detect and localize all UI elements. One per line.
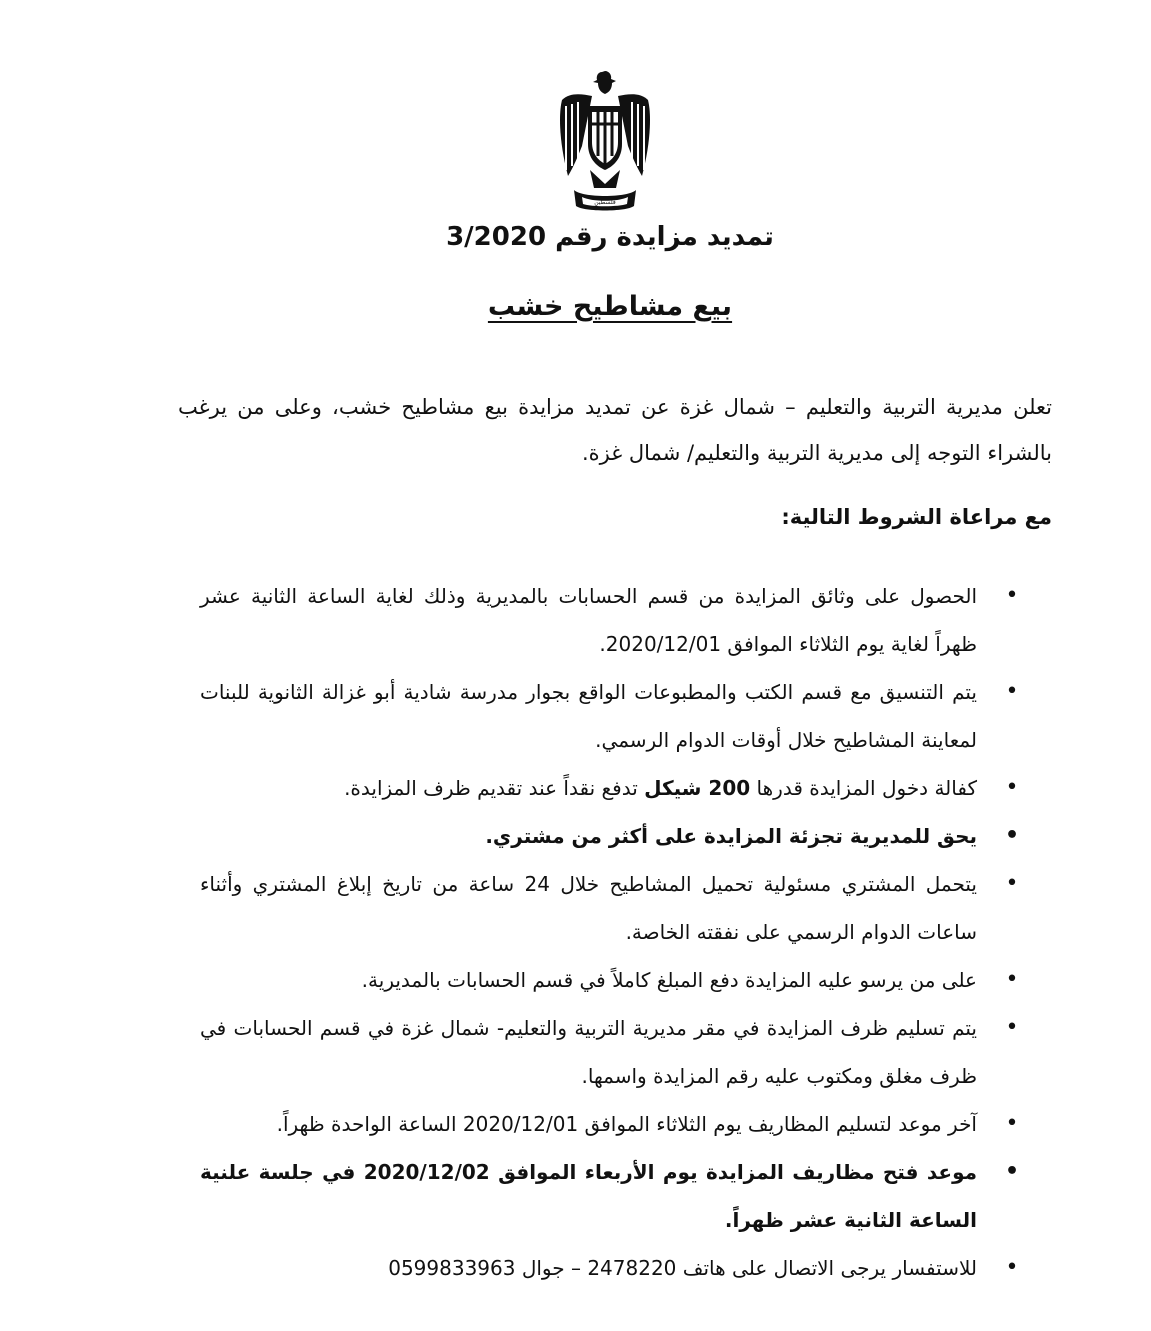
bullet-icon: •	[1005, 967, 1019, 992]
bullet-icon: •	[1005, 775, 1019, 800]
conditions-list	[200, 572, 1022, 1292]
conditions-heading: مع مراعاة الشروط التالية:	[781, 505, 1052, 529]
condition-text: للاستفسار يرجى الاتصال على هاتف 2478220 – جوال 0599833963	[388, 1256, 977, 1280]
bullet-icon: •	[1005, 679, 1019, 704]
document-subtitle-text: بيع مشاطيح خشب	[487, 291, 733, 322]
document-title: تمديد مزايدة رقم 3/2020	[446, 222, 774, 252]
condition-item	[200, 1100, 1022, 1148]
bullet-icon: •	[1005, 871, 1019, 896]
condition-text: يتم تسليم ظرف المزايدة في مقر مديرية التربية والتعليم- شمال غزة في قسم الحسابات في ظرف مغلق ومكتوب عليه رقم المزايدة واسمها.	[200, 1016, 977, 1088]
condition-item	[200, 1244, 1022, 1292]
condition-text: موعد فتح مظاريف المزايدة يوم الأربعاء الموافق 2020/12/02 في جلسة علنية الساعة الثانية عشر ظهراً.	[200, 1160, 978, 1232]
condition-text: الحصول على وثائق المزايدة من قسم الحسابات بالمديرية وذلك لغاية الساعة الثانية عشر ظهراً لغاية يوم الثلاثاء الموافق 2020/12/01.	[200, 584, 977, 656]
condition-text: يحق للمديرية تجزئة المزايدة على أكثر من مشتري.	[485, 824, 977, 848]
bullet-icon: •	[1005, 1015, 1019, 1040]
condition-text-end: تدفع نقداً عند تقديم ظرف المزايدة.	[344, 776, 645, 800]
condition-text: على من يرسو عليه المزايدة دفع المبلغ كاملاً في قسم الحسابات بالمديرية.	[361, 968, 977, 992]
bullet-icon: •	[1004, 1159, 1020, 1184]
announcement-intro: تعلن مديرية التربية والتعليم – شمال غزة عن تمديد مزايدة بيع مشاطيح خشب، وعلى من يرغب بالشراء التوجه إلى مديرية التربية والتعليم/ شمال غزة.	[178, 395, 1052, 465]
condition-item	[200, 956, 1022, 1004]
bullet-icon: •	[1005, 583, 1019, 608]
condition-item	[200, 1004, 1022, 1100]
condition-item	[200, 668, 1022, 764]
condition-item	[200, 572, 1022, 668]
condition-text: يتحمل المشتري مسئولية تحميل المشاطيح خلال 24 ساعة من تاريخ إبلاغ المشتري وأثناء ساعات الدوام الرسمي على نفقته الخاصة.	[200, 872, 977, 944]
guarantee-amount: 200 شيكل	[644, 776, 751, 800]
condition-item	[200, 860, 1022, 956]
palestine-eagle-emblem-icon	[552, 66, 658, 216]
document-subtitle	[400, 291, 820, 322]
emblem-scroll-text: فلسطين	[594, 199, 616, 206]
condition-item	[200, 764, 1022, 812]
bullet-icon: •	[1005, 1255, 1019, 1280]
condition-text: يتم التنسيق مع قسم الكتب والمطبوعات الواقع بجوار مدرسة شادية أبو غزالة الثانوية للبنات لمعاينة المشاطيح خلال أوقات الدوام الرسمي.	[200, 680, 977, 752]
bullet-icon: •	[1004, 823, 1020, 848]
condition-text-start: كفالة دخول المزايدة قدرها	[750, 776, 977, 800]
condition-item	[200, 812, 1022, 860]
condition-text: آخر موعد لتسليم المظاريف يوم الثلاثاء الموافق 2020/12/01 الساعة الواحدة ظهراً.	[276, 1112, 977, 1136]
bullet-icon: •	[1005, 1111, 1019, 1136]
condition-item	[200, 1148, 1022, 1244]
